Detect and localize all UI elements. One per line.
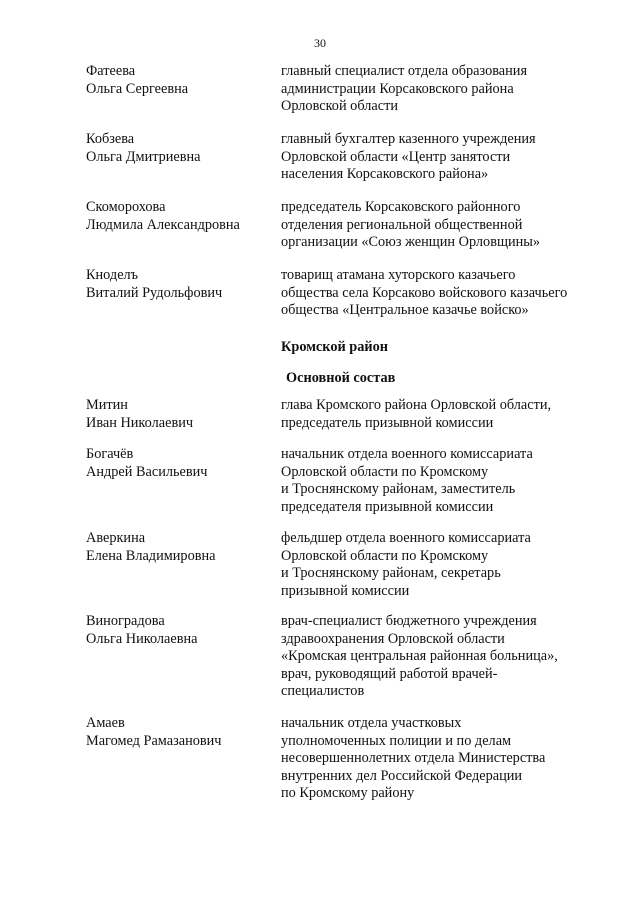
- given-names: Андрей Васильевич: [86, 463, 208, 480]
- given-names: Ольга Николаевна: [86, 630, 198, 647]
- position-line: глава Кромского района Орловской области,: [281, 397, 552, 413]
- member-name: [86, 397, 276, 432]
- member-position: [281, 199, 611, 252]
- given-names: Виталий Рудольфович: [86, 284, 223, 301]
- position-line: «Кромская центральная районная больница»,: [281, 648, 558, 664]
- position-line: администрации Корсаковского района: [281, 80, 514, 97]
- member-name: [86, 131, 276, 166]
- position-line: специалистов: [281, 683, 365, 699]
- position-line: здравоохранения Орловской области: [281, 630, 505, 647]
- composition-heading: Основной состав: [286, 370, 396, 386]
- position-line: по Кромскому району: [281, 785, 415, 801]
- member-name: [86, 613, 276, 648]
- member-position: [281, 715, 611, 803]
- given-names: Ольга Дмитриевна: [86, 148, 201, 165]
- surname: Фатеева: [86, 63, 136, 79]
- member-position: [281, 446, 611, 516]
- position-line: населения Корсаковского района»: [281, 166, 489, 182]
- given-names: Людмила Александровна: [86, 216, 240, 233]
- position-line: председателя призывной комиссии: [281, 498, 494, 515]
- position-line: Орловской области по Кромскому: [281, 547, 489, 564]
- position-line: общества села Корсаково войскового казачьего: [281, 284, 568, 301]
- position-line: общества «Центральное казачье войско»: [281, 302, 529, 318]
- given-names: Ольга Сергеевна: [86, 80, 189, 97]
- position-line: и Троснянскому районам, секретарь: [281, 565, 501, 581]
- surname: Кобзева: [86, 131, 135, 147]
- position-line: председатель Корсаковского районного: [281, 199, 521, 215]
- position-line: призывной комиссии: [281, 582, 410, 599]
- position-line: организации «Союз женщин Орловщины»: [281, 234, 541, 250]
- position-line: врач-специалист бюджетного учреждения: [281, 613, 537, 629]
- position-line: товарищ атамана хуторского казачьего: [281, 267, 516, 283]
- position-line: отделения региональной общественной: [281, 216, 523, 233]
- position-line: и Троснянскому районам, заместитель: [281, 481, 516, 497]
- member-name: [86, 446, 276, 481]
- position-line: уполномоченных полиции и по делам: [281, 732, 512, 749]
- surname: Скоморохова: [86, 199, 166, 215]
- page-number: 30: [314, 36, 326, 50]
- position-line: Орловской области по Кромскому: [281, 463, 489, 480]
- member-name: [86, 530, 276, 565]
- surname: Кноделъ: [86, 267, 139, 283]
- member-position: [281, 397, 611, 432]
- given-names: Магомед Рамазанович: [86, 732, 222, 749]
- surname: Митин: [86, 397, 128, 413]
- position-line: Орловской области: [281, 98, 398, 114]
- member-position: [281, 63, 611, 116]
- member-name: [86, 267, 276, 302]
- member-position: [281, 613, 611, 701]
- district-heading: Кромской район: [281, 339, 389, 355]
- surname: Виноградова: [86, 613, 165, 629]
- member-position: [281, 530, 611, 600]
- position-line: начальник отдела военного комиссариата: [281, 446, 533, 462]
- surname: Аверкина: [86, 530, 146, 546]
- position-line: начальник отдела участковых: [281, 715, 462, 731]
- member-name: [86, 63, 276, 98]
- given-names: Елена Владимировна: [86, 547, 216, 564]
- position-line: главный специалист отдела образования: [281, 63, 528, 79]
- position-line: главный бухгалтер казенного учреждения: [281, 131, 536, 147]
- member-name: [86, 715, 276, 750]
- member-name: [86, 199, 276, 234]
- position-line: председатель призывной комиссии: [281, 414, 494, 431]
- position-line: врач, руководящий работой врачей-: [281, 665, 498, 682]
- member-position: [281, 267, 611, 320]
- position-line: Орловской области «Центр занятости: [281, 148, 511, 165]
- surname: Богачёв: [86, 446, 134, 462]
- position-line: несовершеннолетних отдела Министерства: [281, 750, 546, 766]
- given-names: Иван Николаевич: [86, 414, 194, 431]
- member-position: [281, 131, 611, 184]
- position-line: внутренних дел Российской Федерации: [281, 767, 523, 784]
- surname: Амаев: [86, 715, 125, 731]
- position-line: фельдшер отдела военного комиссариата: [281, 530, 531, 546]
